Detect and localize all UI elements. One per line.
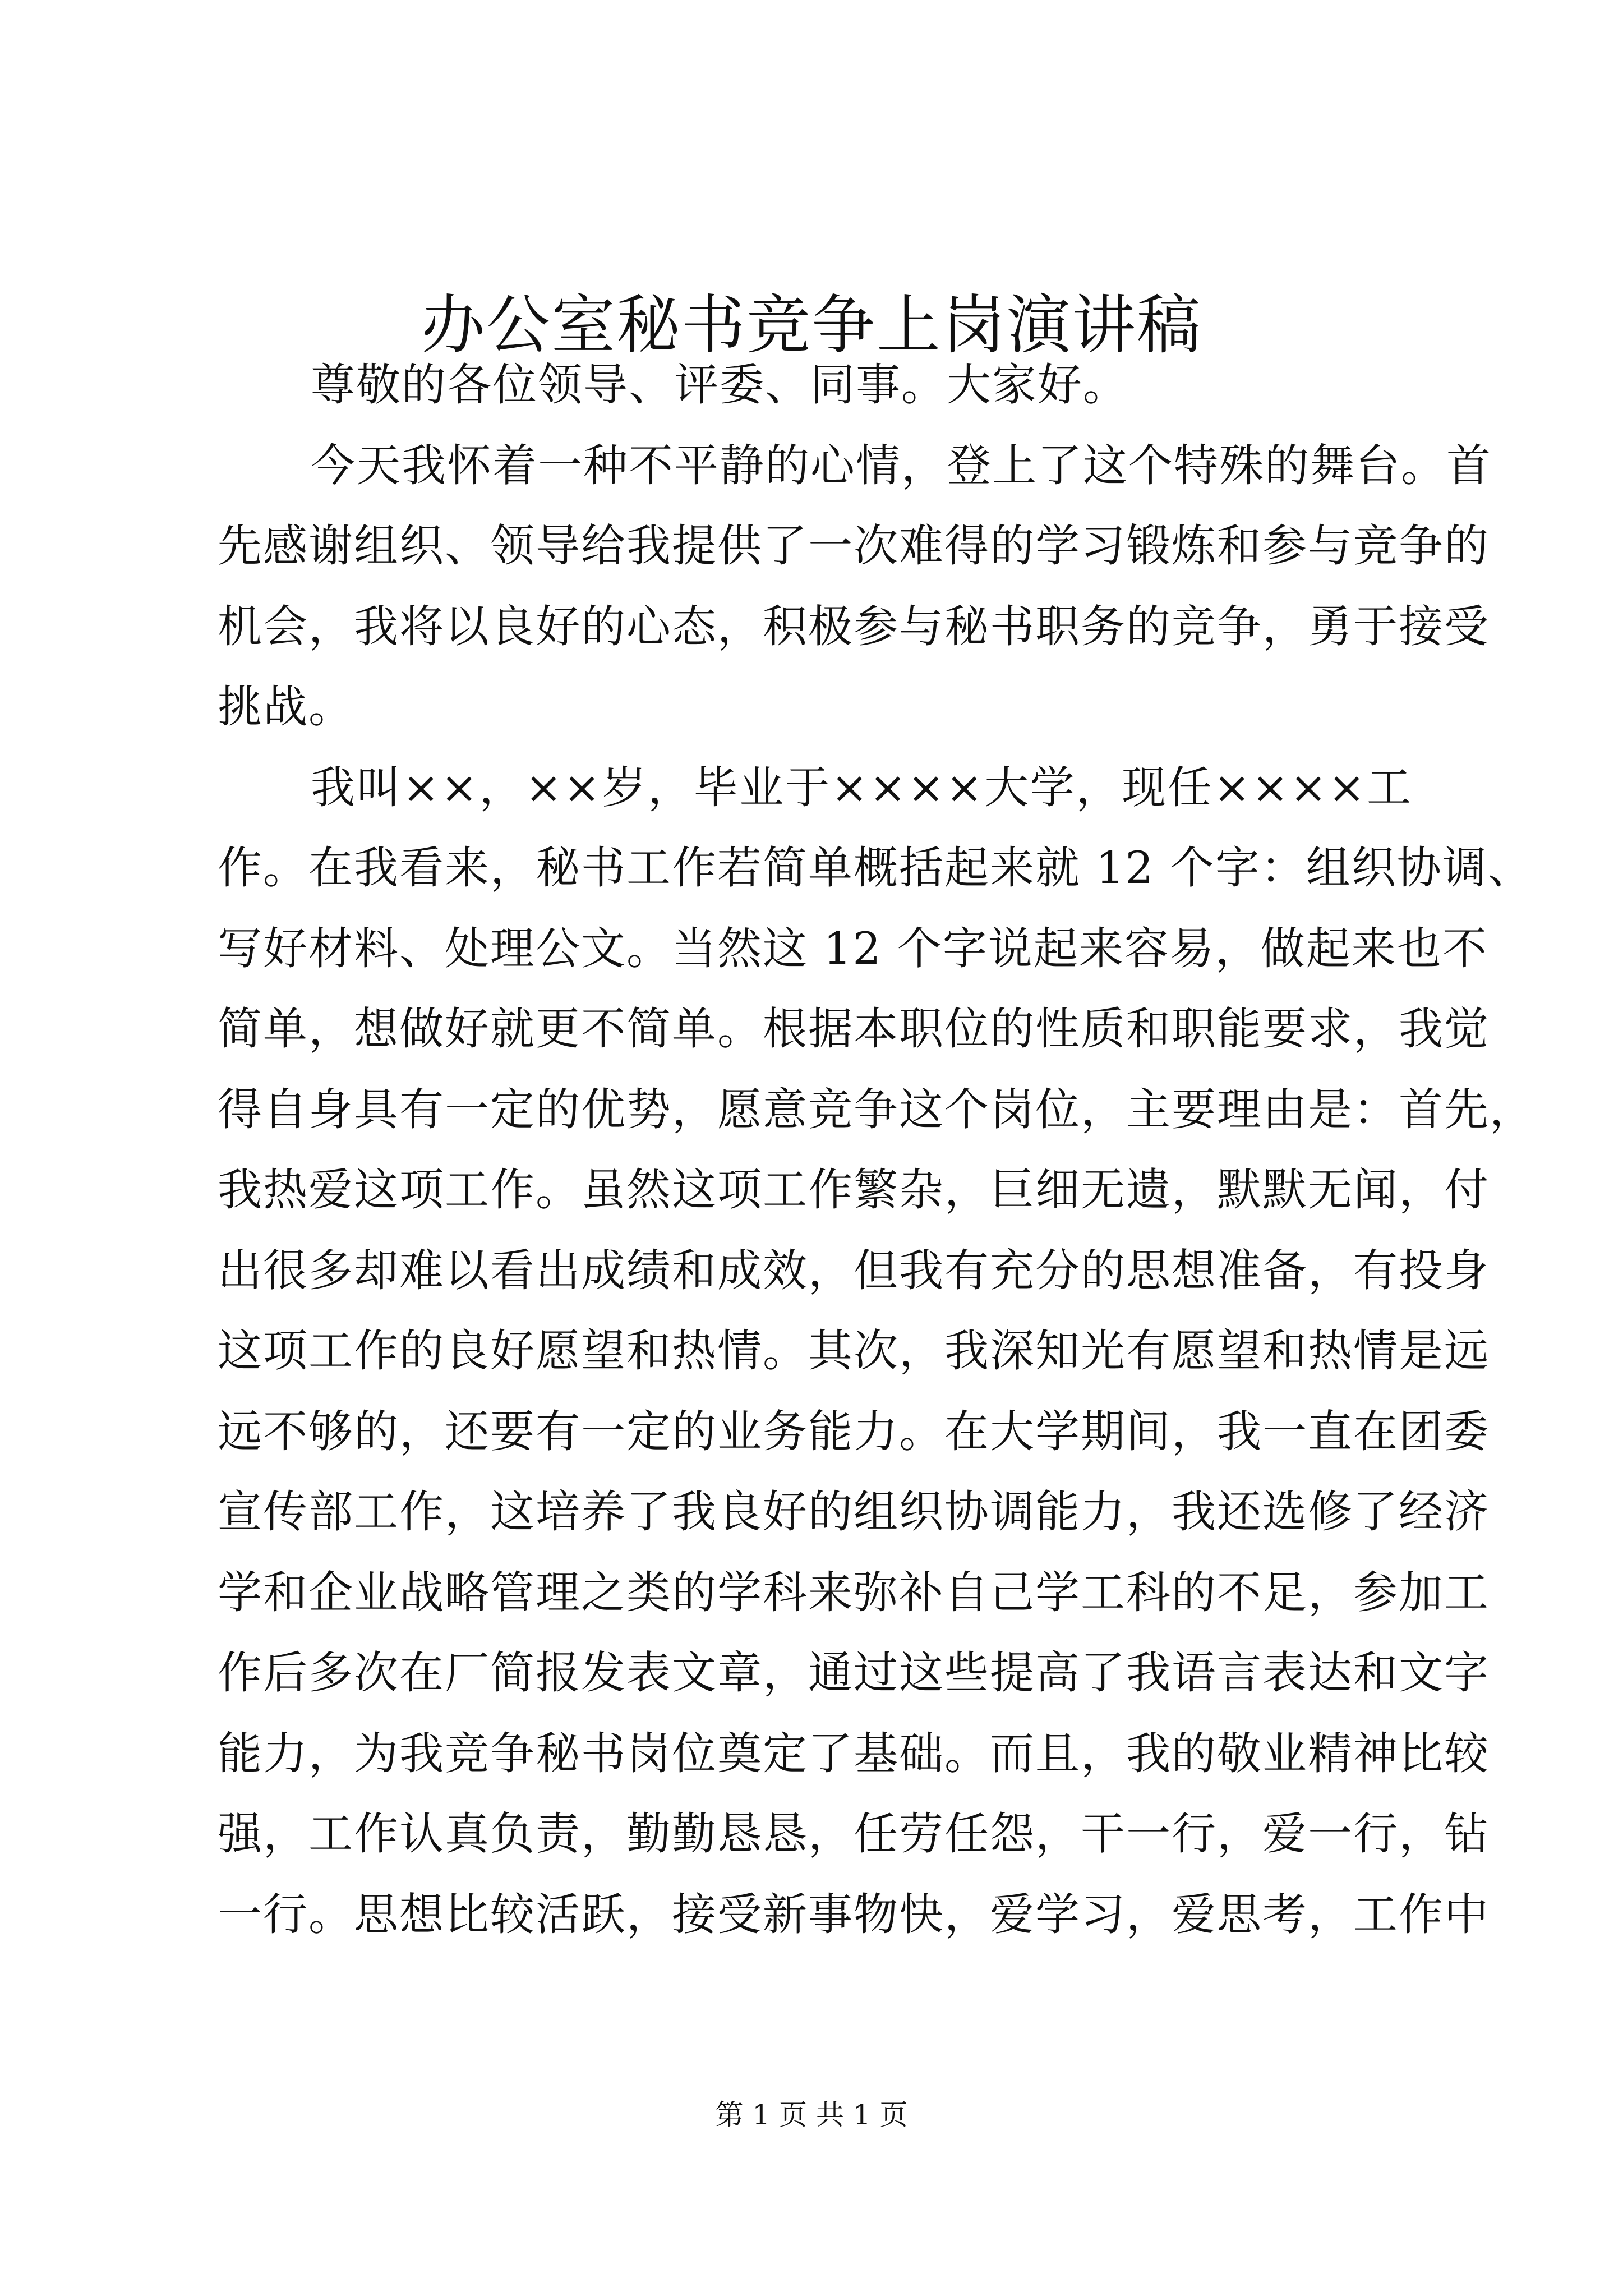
body-line: 宣传部工作，这培养了我良好的组织协调能力，我还选修了经济	[218, 1486, 1490, 1538]
body-line: 机会，我将以良好的心态，积极参与秘书职务的竞争，勇于接受	[218, 600, 1490, 652]
document-body	[218, 345, 1535, 1955]
body-line: 我叫××，××岁，毕业于××××大学，现任××××工	[311, 761, 1412, 813]
body-line: 能力，为我竞争秘书岗位奠定了基础。而且，我的敬业精神比较	[218, 1727, 1490, 1779]
body-line: 作。在我看来，秘书工作若简单概括起来就 12 个字：组织协调、	[218, 842, 1533, 894]
body-line: 得自身具有一定的优势，愿意竞争这个岗位，主要理由是：首先，	[218, 1083, 1535, 1135]
body-line: 一行。思想比较活跃，接受新事物快，爱学习，爱思考，工作中	[218, 1888, 1490, 1940]
body-line: 我热爱这项工作。虽然这项工作繁杂，巨细无遗，默默无闻，付	[218, 1164, 1490, 1216]
body-line: 简单，想做好就更不简单。根据本职位的性质和职能要求，我觉	[218, 1003, 1490, 1055]
page-number-footer: 第 1 页 共 1 页	[715, 2099, 908, 2131]
body-line: 出很多却难以看出成绩和成效，但我有充分的思想准备，有投身	[218, 1244, 1490, 1296]
body-line: 先感谢组织、领导给我提供了一次难得的学习锻炼和参与竞争的	[218, 520, 1490, 572]
body-line: 今天我怀着一种不平静的心情，登上了这个特殊的舞台。首	[311, 439, 1492, 491]
body-line: 这项工作的良好愿望和热情。其次，我深知光有愿望和热情是远	[218, 1325, 1490, 1377]
body-line: 写好材料、处理公文。当然这 12 个字说起来容易，做起来也不	[218, 922, 1488, 974]
body-line: 挑战。	[218, 681, 354, 733]
document-title: 办公室秘书竞争上岗演讲稿	[421, 288, 1202, 362]
body-line: 作后多次在厂简报发表文章，通过这些提高了我语言表达和文字	[218, 1647, 1490, 1699]
body-line: 远不够的，还要有一定的业务能力。在大学期间，我一直在团委	[218, 1405, 1490, 1457]
body-line: 尊敬的各位领导、评委、同事。大家好。	[311, 359, 1128, 411]
body-line: 学和企业战略管理之类的学科来弥补自己学工科的不足，参加工	[218, 1566, 1490, 1618]
body-line: 强，工作认真负责，勤勤恳恳，任劳任怨，干一行，爱一行，钻	[218, 1808, 1490, 1860]
